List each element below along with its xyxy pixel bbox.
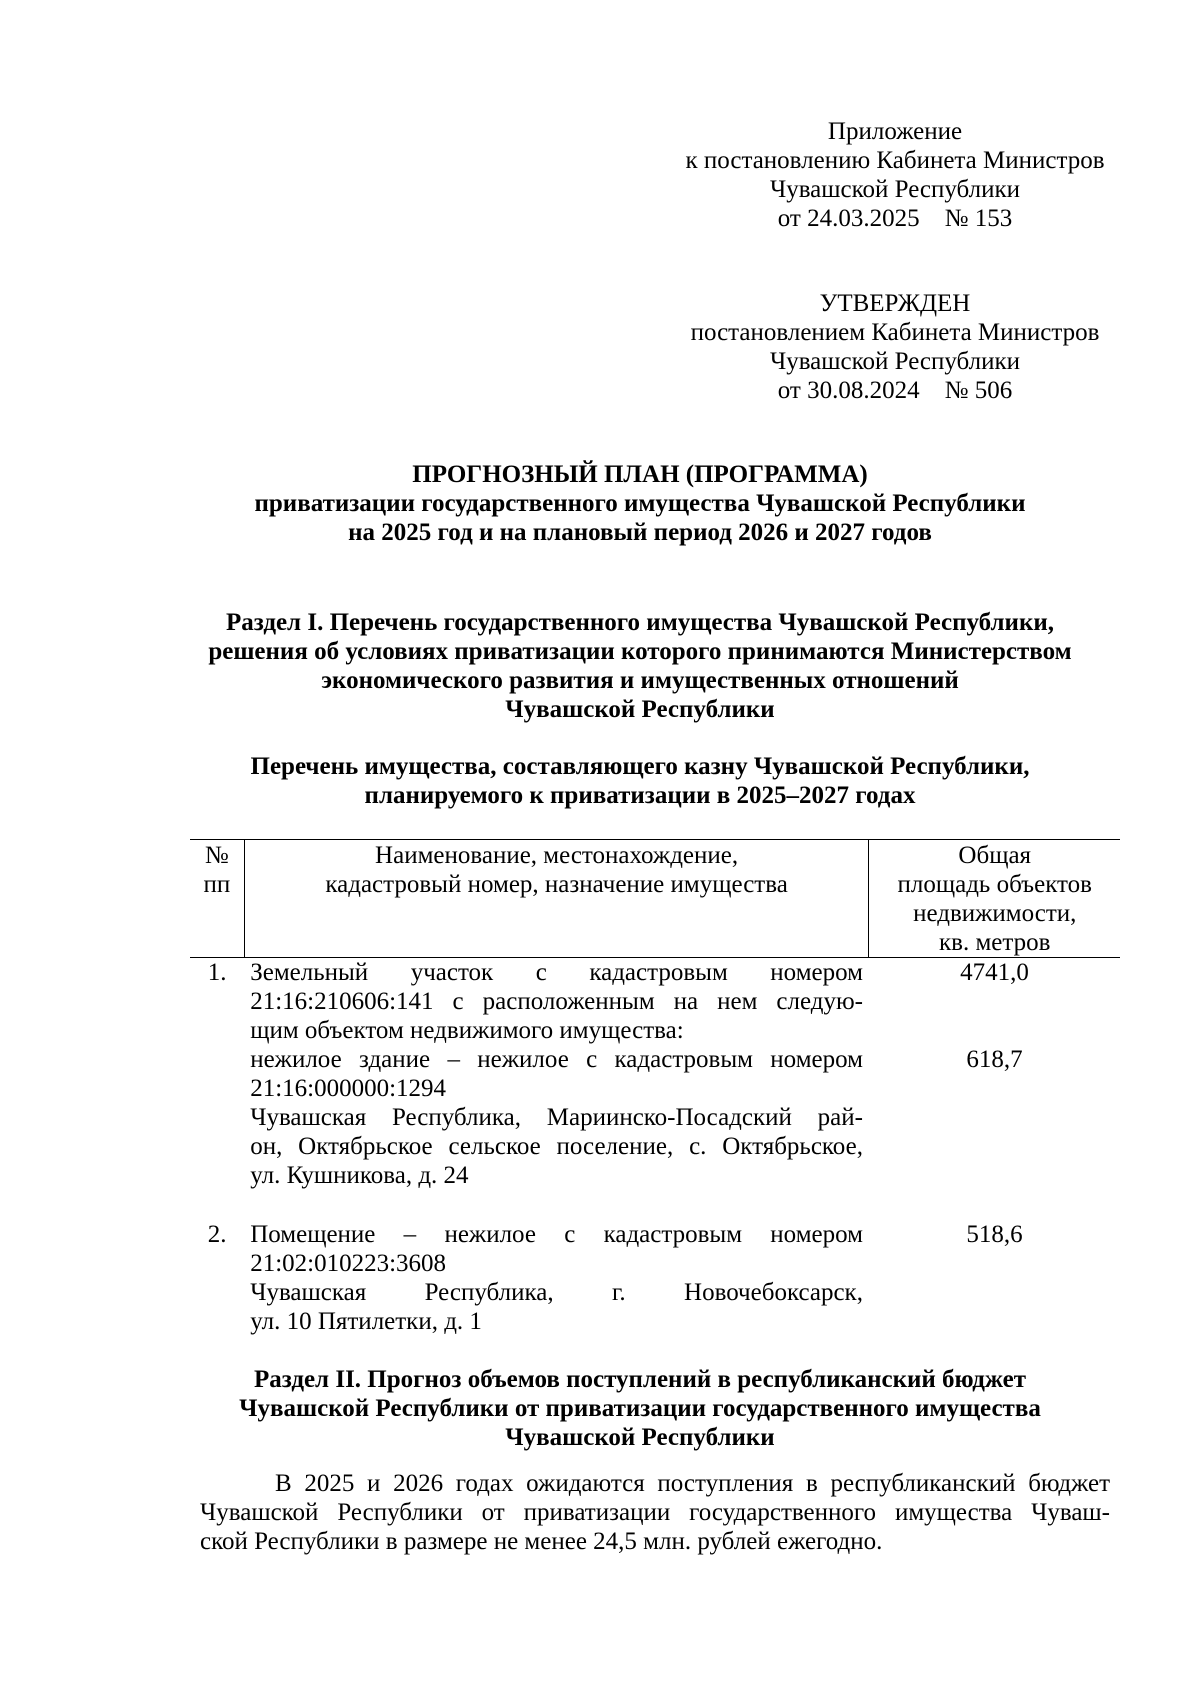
header-description: Наименование, местонахождение, кадастровый номер, назначение имущества [244, 840, 869, 958]
appendix-line: Чувашской Республики [769, 176, 1021, 203]
row-number: 2. [207, 1221, 227, 1248]
row-area [869, 958, 1120, 1191]
area-value: 618,7 [966, 1046, 1023, 1073]
section-2-line: Чувашской Республики от приватизации государственного имущества [239, 1395, 1041, 1422]
paragraph-line: ской Республики в размере не менее 24,5 млн. рублей ежегодно. [200, 1528, 883, 1555]
list-heading [190, 752, 1090, 810]
approved-stamp [665, 289, 1125, 405]
plan-title-line: приватизации государственного имущества Чувашской Республики [254, 490, 1026, 517]
header-number: № пп [190, 840, 244, 958]
table-header-row [190, 840, 1120, 958]
appendix-line: к постановлению Кабинета Министров [685, 147, 1105, 174]
list-heading-line: планируемого к приватизации в 2025–2027 годах [364, 782, 916, 809]
section-1-line: экономического развития и имущественных отношений [321, 667, 959, 694]
list-heading-line: Перечень имущества, составляющего казну Чувашской Республики, [250, 753, 1030, 780]
row-number: 1. [207, 959, 227, 986]
section-2-line: Чувашской Республики [505, 1424, 775, 1451]
property-table [190, 839, 1120, 1336]
header-area: Общая площадь объектов недвижимости, кв. метров [869, 840, 1120, 958]
row-description: Помещение – нежилое с кадастровым номером 21:02:010223:3608 Чувашская Республика, г. Новочебоксарск, ул. 10 Пятилетки, д. 1 [250, 1221, 863, 1335]
section-2-heading [190, 1365, 1090, 1452]
section-2-line: Раздел II. Прогноз объемов поступлений в республиканский бюджет [253, 1366, 1027, 1393]
plan-title-line: на 2025 год и на плановый период 2026 и 2027 годов [348, 519, 932, 546]
approved-line: постановлением Кабинета Министров [690, 319, 1100, 346]
area-value: 4741,0 [960, 959, 1029, 986]
paragraph-line: Чувашской Республики от приватизации государственного имущества Чуваш- [200, 1499, 1110, 1526]
appendix-date-number: от 24.03.2025 № 153 [777, 205, 1013, 232]
approved-line: УТВЕРЖДЕН [819, 290, 971, 317]
section-1-heading [190, 608, 1090, 724]
approved-line: Чувашской Республики [769, 348, 1021, 375]
approved-date-number: от 30.08.2024 № 506 [777, 377, 1013, 404]
plan-title [190, 460, 1090, 547]
area-value: 518,6 [966, 1221, 1023, 1248]
row-area [869, 1190, 1120, 1336]
plan-title-line: ПРОГНОЗНЫЙ ПЛАН (ПРОГРАММА) [412, 461, 868, 488]
section-1-line: Раздел I. Перечень государственного имущества Чувашской Республики, [225, 609, 1055, 636]
revenue-paragraph [200, 1469, 1110, 1556]
section-1-line: решения об условиях приватизации которого принимаются Министерством [208, 638, 1072, 665]
appendix-line: Приложение [827, 118, 963, 145]
row-description: Земельный участок с кадастровым номером 21:16:210606:141 с расположенным на нем следую- щим объектом недвижимого имущества: нежилое здание – нежилое с кадастровым номером 21:16:000000:1294 Чувашская Республика, Мариинско-Посадский рай- он, Октябрьское сельское поселение, с. Октябрьское, ул. Кушникова, д. 24 [250, 959, 863, 1189]
table-row [190, 958, 1120, 1191]
paragraph-line: В 2025 и 2026 годах ожидаются поступления в республиканский бюджет [275, 1470, 1110, 1497]
table-row [190, 1190, 1120, 1336]
appendix-stamp [665, 117, 1125, 233]
section-1-line: Чувашской Республики [505, 696, 775, 723]
